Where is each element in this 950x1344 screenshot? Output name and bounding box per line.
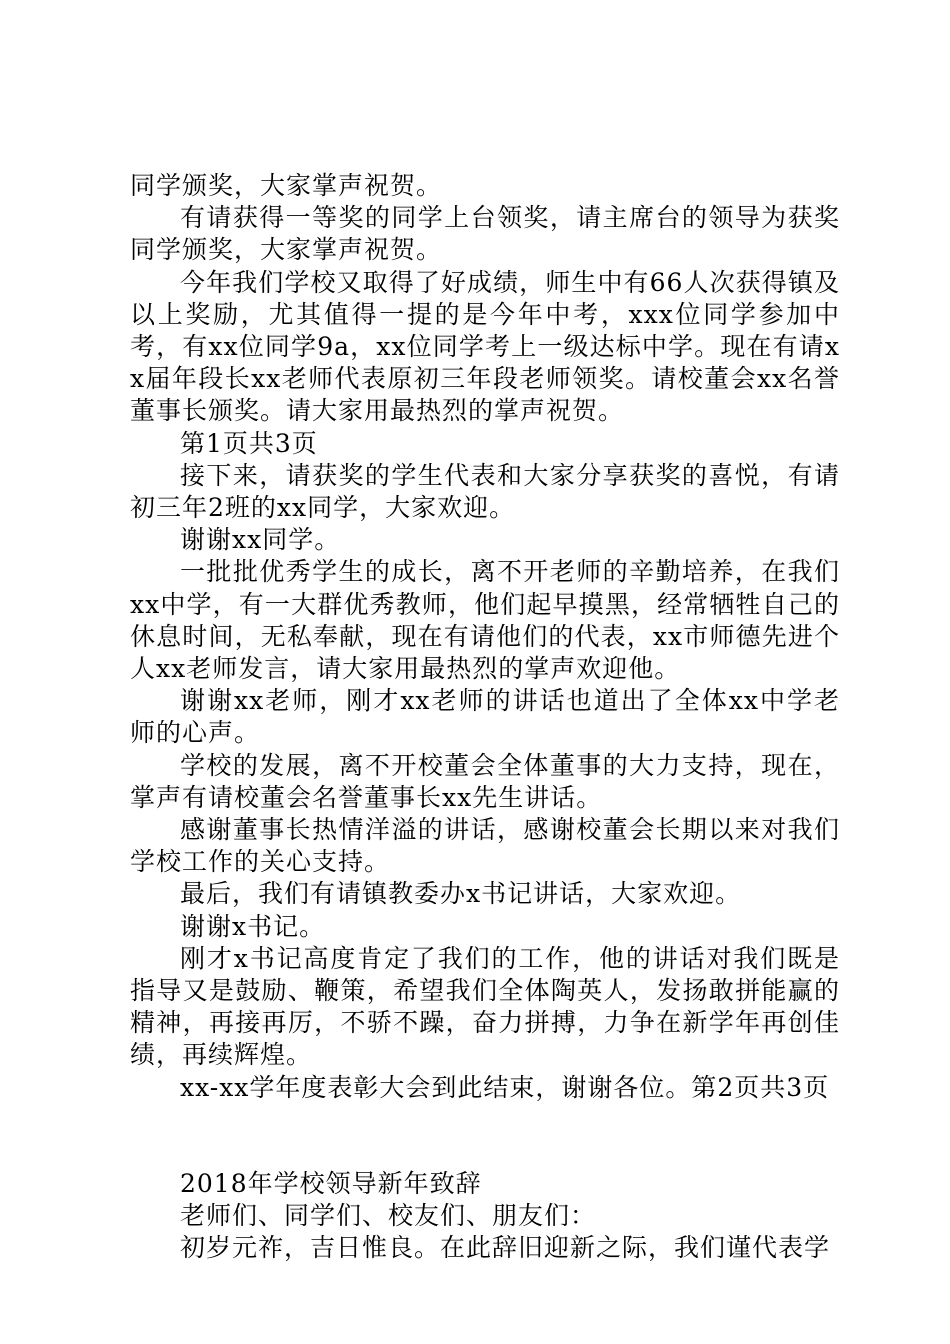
speech-section: [130, 170, 840, 1104]
paragraph: 学校的发展，离不开校董会全体董事的大力支持，现在，掌声有请校董会名誉董事长xx先生讲话。: [130, 750, 840, 812]
paragraph: 最后，我们有请镇教委办x书记讲话，大家欢迎。: [180, 879, 742, 909]
paragraph: 有请获得一等奖的同学上台领奖，请主席台的领导为获奖同学颁奖，大家掌声祝贺。: [130, 203, 840, 265]
paragraph: 谢谢xx老师，刚才xx老师的讲话也道出了全体xx中学老师的心声。: [130, 686, 840, 748]
paragraph: 接下来，请获奖的学生代表和大家分享获奖的喜悦，有请初三年2班的xx同学，大家欢迎。: [130, 460, 840, 523]
paragraph: 2018年学校领导新年致辞: [180, 1168, 482, 1198]
paragraph: 第1页共3页: [180, 428, 318, 458]
paragraph: 刚才x书记高度肯定了我们的工作，他的讲话对我们既是指导又是鼓励、鞭策，希望我们全体陶英人，发扬敢拼能赢的精神，再接再厉，不骄不躁，奋力拼搏，力争在新学年再创佳绩，再续辉煌。: [130, 943, 840, 1070]
paragraph: 初岁元祚，吉日惟良。在此辞旧迎新之际，我们谨代表学: [180, 1233, 831, 1263]
section-gap: [130, 1104, 840, 1168]
paragraph: 谢谢x书记。: [180, 911, 326, 941]
paragraph: xx-xx学年度表彰大会到此结束，谢谢各位。第2页共3页: [180, 1072, 830, 1102]
document-body: [130, 170, 840, 1265]
paragraph: 老师们、同学们、校友们、朋友们：: [180, 1201, 597, 1231]
paragraph: 谢谢xx同学。: [180, 525, 341, 555]
new-year-address-section: [130, 1168, 840, 1265]
paragraph: 一批批优秀学生的成长，离不开老师的辛勤培养，在我们xx中学，有一大群优秀教师，他们起早摸黑，经常牺牲自己的休息时间，无私奉献，现在有请他们的代表，xx市师德先进个人xx老师发言，请大家用最热烈的掌声欢迎他。: [130, 557, 840, 684]
paragraph: 今年我们学校又取得了好成绩，师生中有66人次获得镇及以上奖励，尤其值得一提的是今年中考，xxx位同学参加中考，有xx位同学9a，xx位同学考上一级达标中学。现在有请xx届年段长xx老师代表原初三年段老师领奖。请校董会xx名誉董事长颁奖。请大家用最热烈的掌声祝贺。: [130, 267, 840, 426]
paragraph: 感谢董事长热情洋溢的讲话，感谢校董会长期以来对我们学校工作的关心支持。: [130, 815, 840, 877]
paragraph: 同学颁奖，大家掌声祝贺。: [130, 171, 443, 200]
